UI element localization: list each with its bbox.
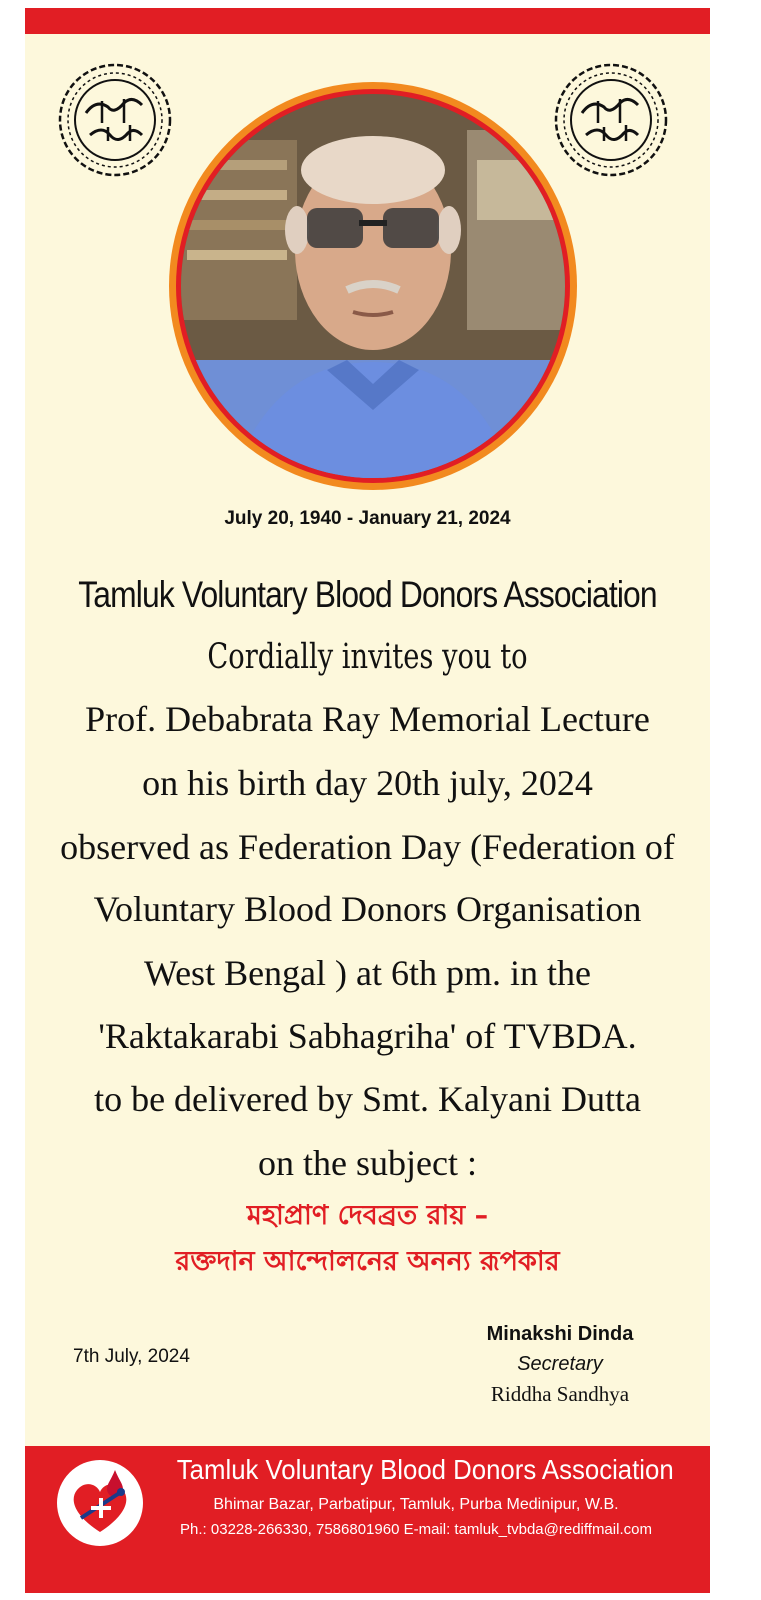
- birthday-line: on his birth day 20th july, 2024: [142, 763, 593, 803]
- subject-label: on the subject :: [258, 1143, 477, 1183]
- subject-bengali-line-1: মহাপ্রাণ দেবব্রত রায় –: [246, 1200, 489, 1231]
- signatory-title: Secretary: [517, 1353, 603, 1375]
- issue-date: 7th July, 2024: [73, 1346, 190, 1367]
- venue-time-line: West Bengal ) at 6th pm. in the: [143, 953, 591, 993]
- subject-bengali-line-2: রক্তদান আন্দোলনের অনন্য রূপকার: [175, 1246, 560, 1277]
- invite-line: Cordially invites you to: [207, 637, 528, 677]
- org-heading: Tamluk Voluntary Blood Donors Association: [78, 574, 657, 615]
- portrait-icon: [167, 80, 579, 492]
- venue-line: 'Raktakarabi Sabhagriha' of TVBDA.: [98, 1016, 637, 1056]
- life-dates: July 20, 1940 - January 21, 2024: [224, 508, 511, 529]
- emblem-left-icon: [56, 61, 174, 179]
- footer-banner: [25, 1446, 710, 1593]
- federation-line: observed as Federation Day (Federation of: [60, 827, 675, 867]
- top-red-bar: [25, 8, 710, 34]
- footer-org-title: Tamluk Voluntary Blood Donors Association: [176, 1454, 674, 1485]
- lecture-line: Prof. Debabrata Ray Memorial Lecture: [85, 699, 650, 739]
- invitation-card: [25, 8, 710, 1593]
- signatory-org: Riddha Sandhya: [490, 1382, 630, 1406]
- footer-address: Bhimar Bazar, Parbatipur, Tamluk, Purba Medinipur, W.B.: [213, 1496, 619, 1513]
- organisation-line: Voluntary Blood Donors Organisation: [93, 889, 642, 929]
- speaker-line: to be delivered by Smt. Kalyani Dutta: [94, 1079, 641, 1119]
- footer-contact: Ph.: 03228-266330, 7586801960 E-mail: tamluk_tvbda@rediffmail.com: [180, 1521, 652, 1538]
- signatory-name: Minakshi Dinda: [486, 1323, 634, 1345]
- blood-donors-logo-icon: [55, 1458, 145, 1548]
